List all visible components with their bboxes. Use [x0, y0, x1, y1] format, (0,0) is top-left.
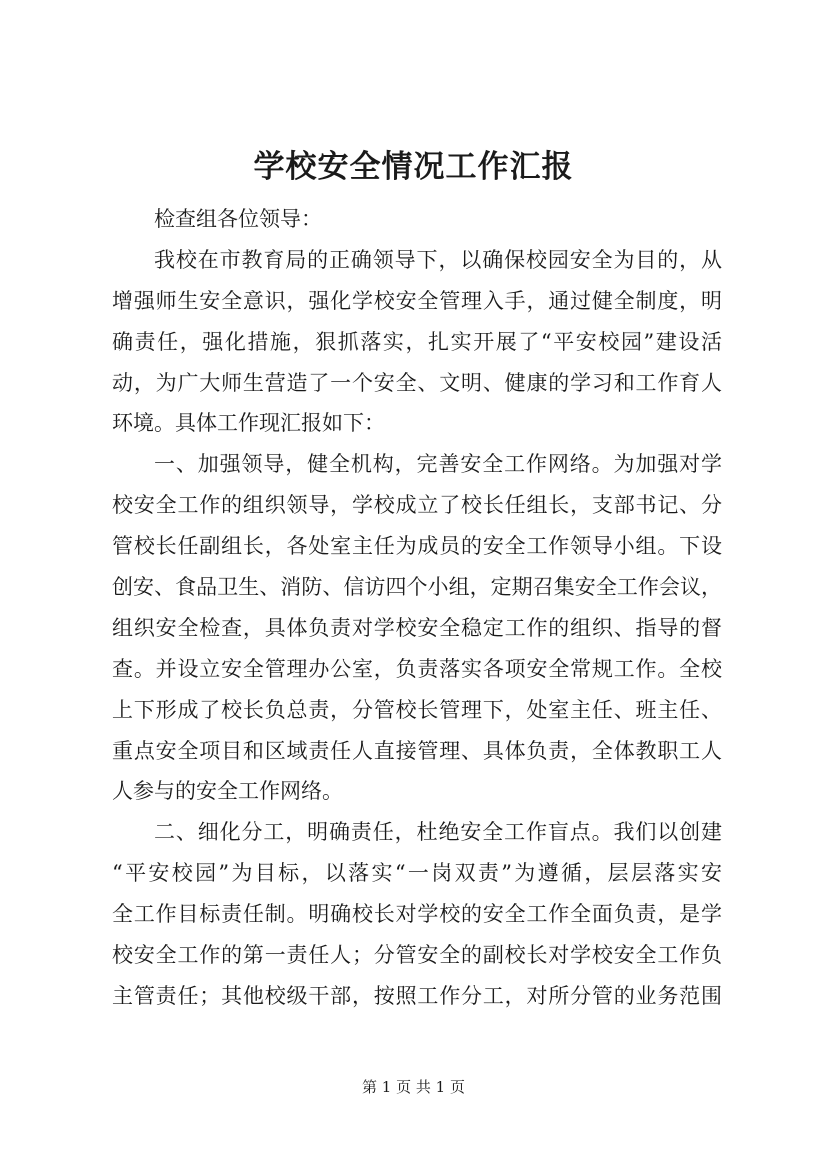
- paragraph-line: “平安校园”为目标，以落实“一岗双责”为遵循，层层落实安: [112, 861, 722, 886]
- salutation-line: 检查组各位领导：: [154, 207, 322, 231]
- paragraph-line: 管校长任副组长，各处室主任为成员的安全工作领导小组。下设: [112, 534, 722, 559]
- paragraph-line: 校安全工作的第一责任人；分管安全的副校长对学校安全工作负: [112, 943, 722, 968]
- paragraph-line: 组织安全检查，具体负责对学校安全稳定工作的组织、指导的督: [112, 615, 722, 640]
- document-title: 学校安全情况工作汇报: [253, 149, 574, 185]
- paragraph-line: 主管责任；其他校级干部，按照工作分工，对所分管的业务范围: [112, 983, 722, 1008]
- paragraph-line: 增强师生安全意识，强化学校安全管理入手，通过健全制度，明: [112, 288, 722, 313]
- page-number-footer: 第 1 页 共 1 页: [362, 1078, 465, 1096]
- paragraph-line: 二、细化分工，明确责任，杜绝安全工作盲点。我们以创建: [154, 820, 722, 845]
- paragraph-line: 我校在市教育局的正确领导下，以确保校园安全为目的，从: [154, 247, 722, 272]
- paragraph-line: 上下形成了校长负总责，分管校长管理下，处室主任、班主任、: [112, 697, 722, 722]
- paragraph-line: 动，为广大师生营造了一个安全、文明、健康的学习和工作育人: [112, 370, 722, 395]
- paragraph-line: 重点安全项目和区域责任人直接管理、具体负责，全体教职工人: [112, 738, 722, 763]
- paragraph-line: 确责任，强化措施，狠抓落实，扎实开展了“平安校园”建设活: [112, 329, 722, 354]
- paragraph-line: 创安、食品卫生、消防、信访四个小组，定期召集安全工作会议，: [112, 575, 722, 600]
- paragraph-line: 环境。具体工作现汇报如下：: [112, 411, 385, 436]
- document-body: [112, 199, 722, 1017]
- paragraph-line: 校安全工作的组织领导，学校成立了校长任组长，支部书记、分: [112, 493, 722, 518]
- paragraph-line: 全工作目标责任制。明确校长对学校的安全工作全面负责，是学: [112, 902, 722, 927]
- paragraph-line: 查。并设立安全管理办公室，负责落实各项安全常规工作。全校: [112, 656, 722, 681]
- paragraph-line: 一、加强领导，健全机构，完善安全工作网络。为加强对学: [154, 452, 722, 477]
- paragraph-line: 人参与的安全工作网络。: [112, 779, 343, 804]
